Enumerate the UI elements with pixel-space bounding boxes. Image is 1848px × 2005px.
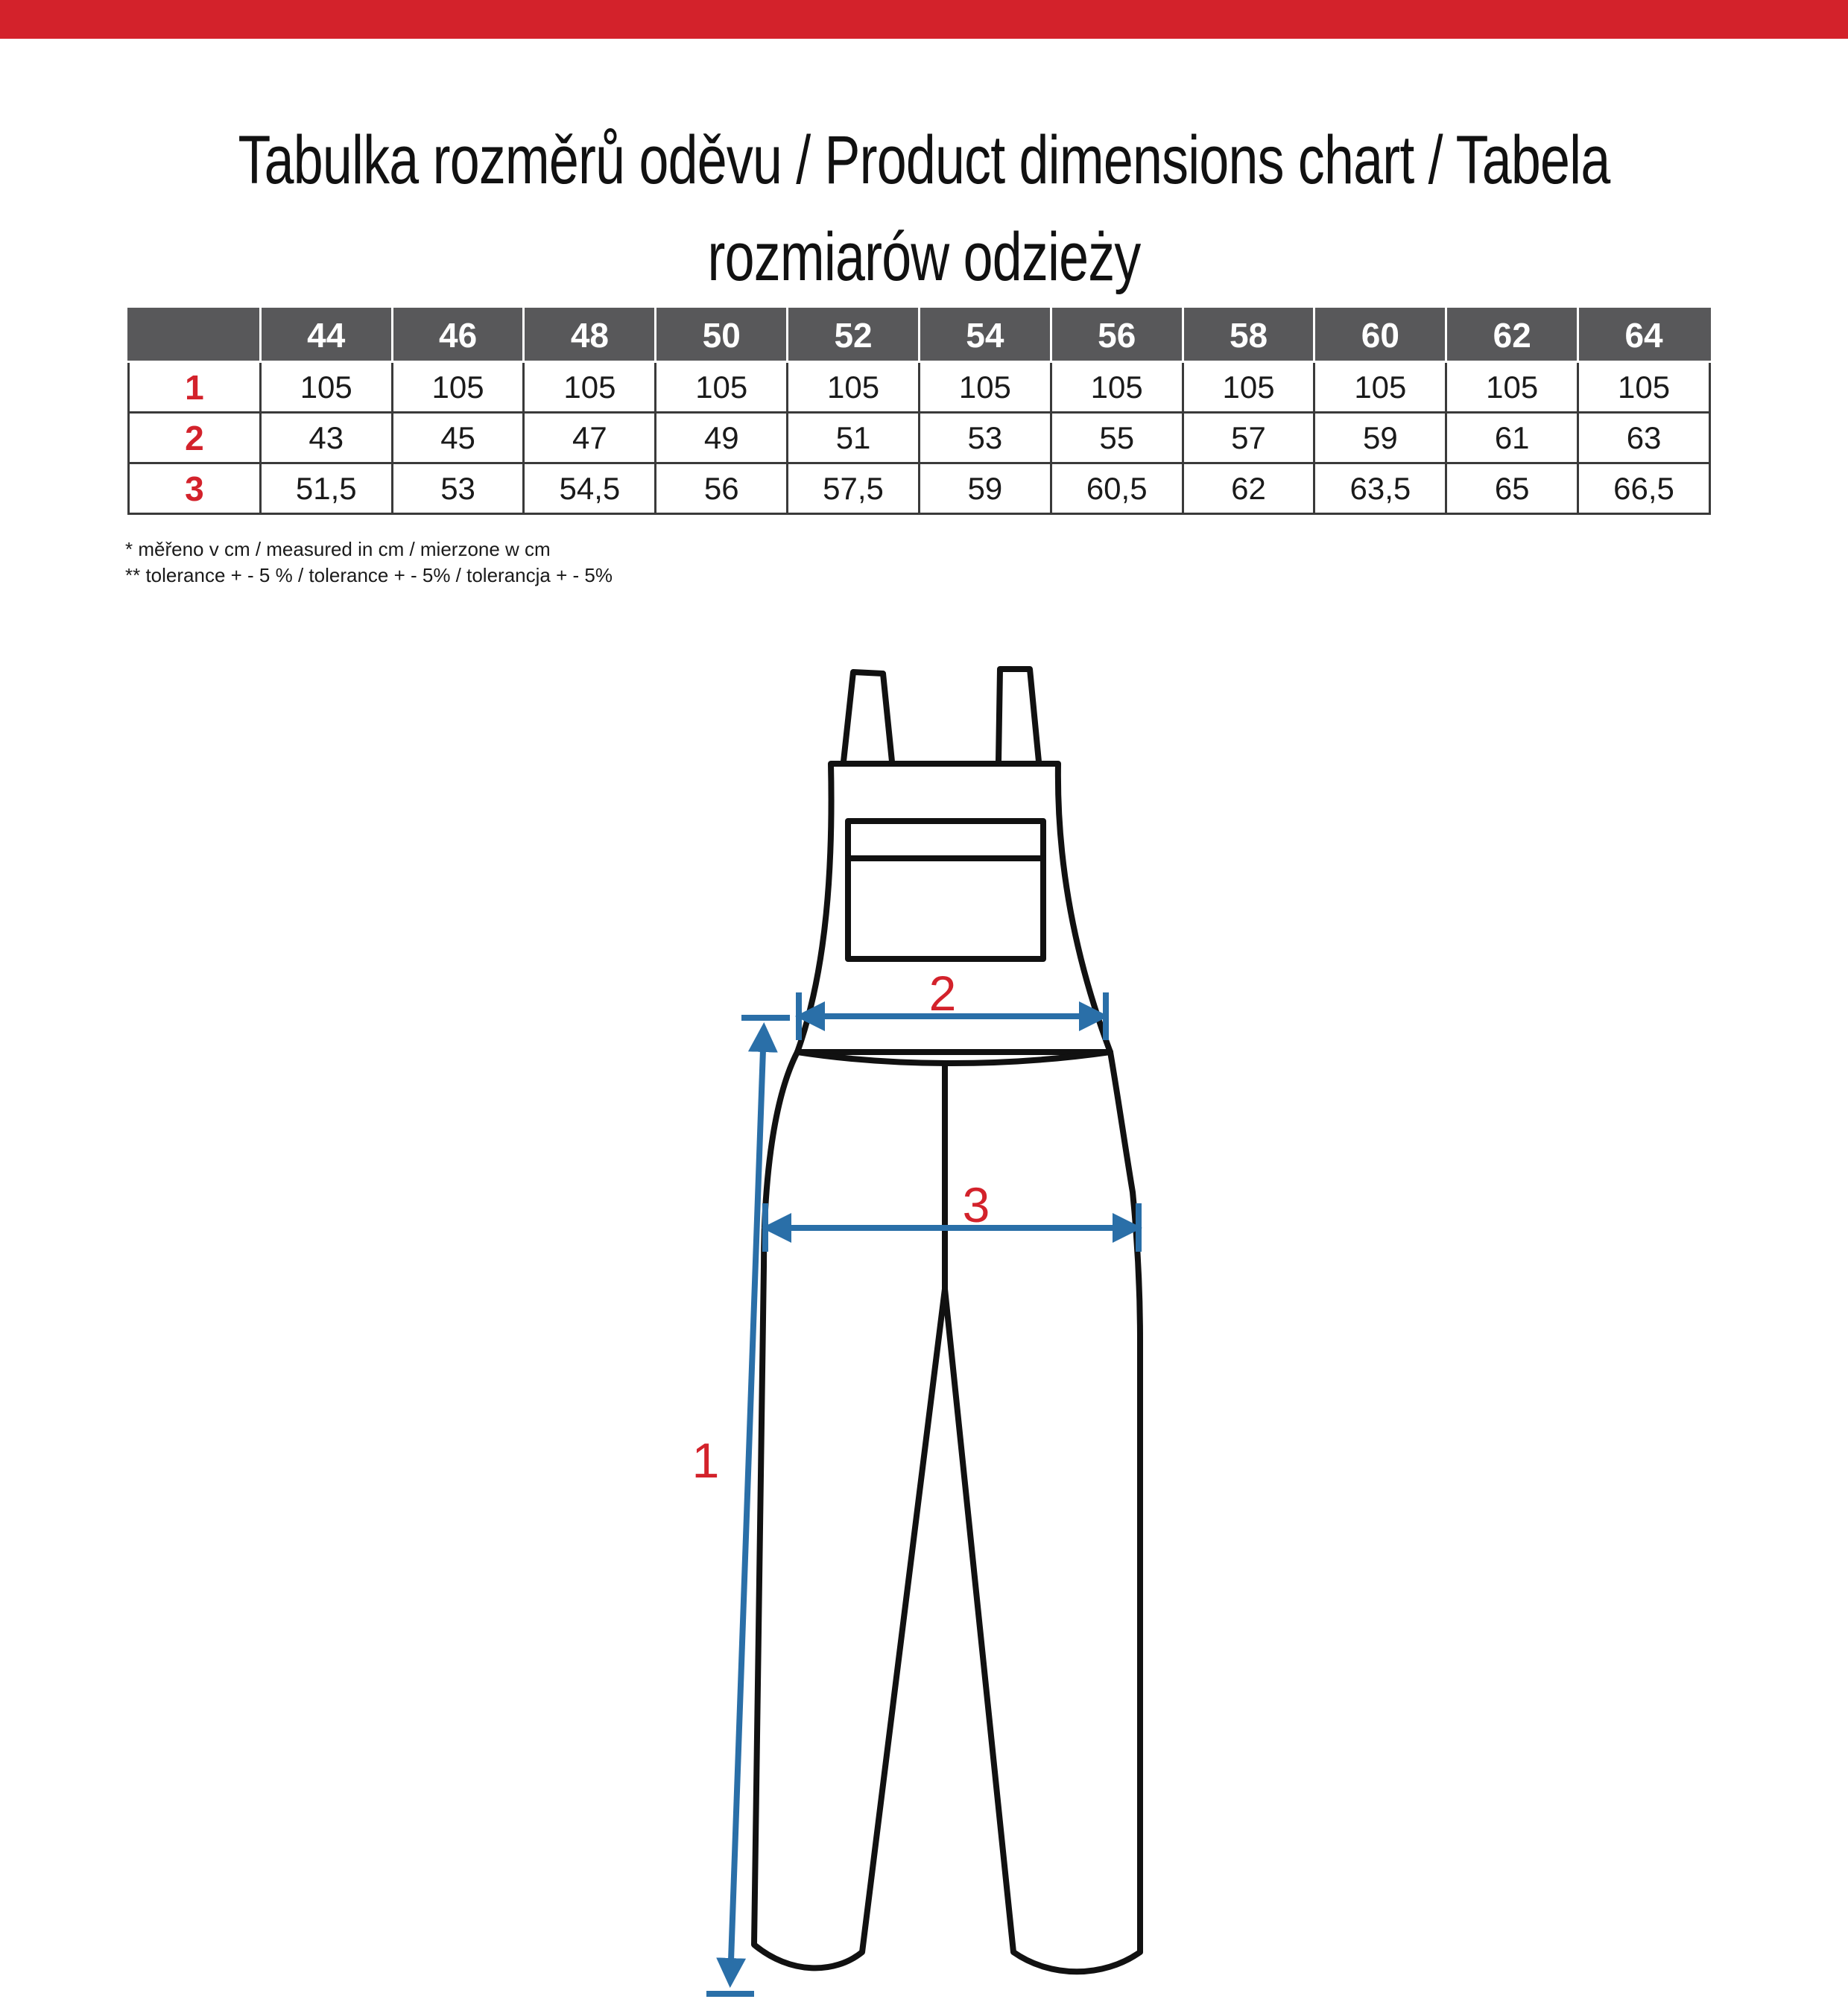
table-cell: 105 bbox=[656, 362, 788, 413]
table-cell: 59 bbox=[919, 463, 1051, 514]
left-strap bbox=[844, 672, 892, 761]
table-cell: 105 bbox=[524, 362, 656, 413]
length-dimension-label: 1 bbox=[692, 1433, 720, 1488]
row-label: 2 bbox=[129, 413, 261, 463]
table-cell: 105 bbox=[788, 362, 920, 413]
size-header-cell: 48 bbox=[524, 309, 656, 362]
table-cell: 65 bbox=[1446, 463, 1578, 514]
table-cell: 105 bbox=[1051, 362, 1183, 413]
right-strap bbox=[999, 669, 1039, 761]
table-cell: 66,5 bbox=[1578, 463, 1710, 514]
table-cell: 105 bbox=[1446, 362, 1578, 413]
size-header-cell: 60 bbox=[1314, 309, 1446, 362]
overall-diagram bbox=[0, 641, 1848, 2005]
table-cell: 59 bbox=[1314, 413, 1446, 463]
table-cell: 62 bbox=[1183, 463, 1314, 514]
table-cell: 51,5 bbox=[260, 463, 392, 514]
size-header-cell: 56 bbox=[1051, 309, 1183, 362]
table-cell: 57,5 bbox=[788, 463, 920, 514]
table-row bbox=[129, 463, 1710, 514]
size-header-cell: 50 bbox=[656, 309, 788, 362]
row-label: 1 bbox=[129, 362, 261, 413]
size-header-cell: 52 bbox=[788, 309, 920, 362]
table-cell: 43 bbox=[260, 413, 392, 463]
size-header-row bbox=[129, 309, 1710, 362]
table-cell: 53 bbox=[392, 463, 524, 514]
table-corner-cell bbox=[129, 309, 261, 362]
table-row bbox=[129, 413, 1710, 463]
table-row bbox=[129, 362, 1710, 413]
bib-pocket bbox=[848, 821, 1043, 959]
table-cell: 105 bbox=[1183, 362, 1314, 413]
size-header-cell: 62 bbox=[1446, 309, 1578, 362]
size-header-cell: 64 bbox=[1578, 309, 1710, 362]
table-cell: 57 bbox=[1183, 413, 1314, 463]
table-cell: 54,5 bbox=[524, 463, 656, 514]
size-header-cell: 58 bbox=[1183, 309, 1314, 362]
size-header-cell: 44 bbox=[260, 309, 392, 362]
table-cell: 60,5 bbox=[1051, 463, 1183, 514]
hip-dimension-label: 3 bbox=[962, 1177, 990, 1232]
row-label: 3 bbox=[129, 463, 261, 514]
table-cell: 47 bbox=[524, 413, 656, 463]
table-cell: 105 bbox=[260, 362, 392, 413]
table-cell: 105 bbox=[1314, 362, 1446, 413]
tolerance-note: ** tolerance + - 5 % / tolerance + - 5% / tolerancja + - 5% bbox=[125, 564, 613, 586]
table-cell: 105 bbox=[1578, 362, 1710, 413]
table-cell: 63 bbox=[1578, 413, 1710, 463]
size-table bbox=[127, 308, 1711, 515]
table-cell: 61 bbox=[1446, 413, 1578, 463]
size-header-cell: 46 bbox=[392, 309, 524, 362]
table-cell: 49 bbox=[656, 413, 788, 463]
table-cell: 63,5 bbox=[1314, 463, 1446, 514]
table-cell: 51 bbox=[788, 413, 920, 463]
table-cell: 105 bbox=[919, 362, 1051, 413]
table-cell: 56 bbox=[656, 463, 788, 514]
table-cell: 105 bbox=[392, 362, 524, 413]
page-title: Tabulka rozměrů oděvu / Product dimensions chart / Tabela rozmiarów odzieży bbox=[238, 122, 1610, 295]
bib-overall-outline bbox=[754, 669, 1140, 1971]
top-brand-bar bbox=[0, 0, 1848, 39]
waist-dimension-label: 2 bbox=[928, 966, 957, 1021]
size-header-cell: 54 bbox=[919, 309, 1051, 362]
table-cell: 53 bbox=[919, 413, 1051, 463]
measurement-unit-note: * měřeno v cm / measured in cm / mierzone w cm bbox=[125, 538, 551, 560]
table-cell: 45 bbox=[392, 413, 524, 463]
table-cell: 55 bbox=[1051, 413, 1183, 463]
